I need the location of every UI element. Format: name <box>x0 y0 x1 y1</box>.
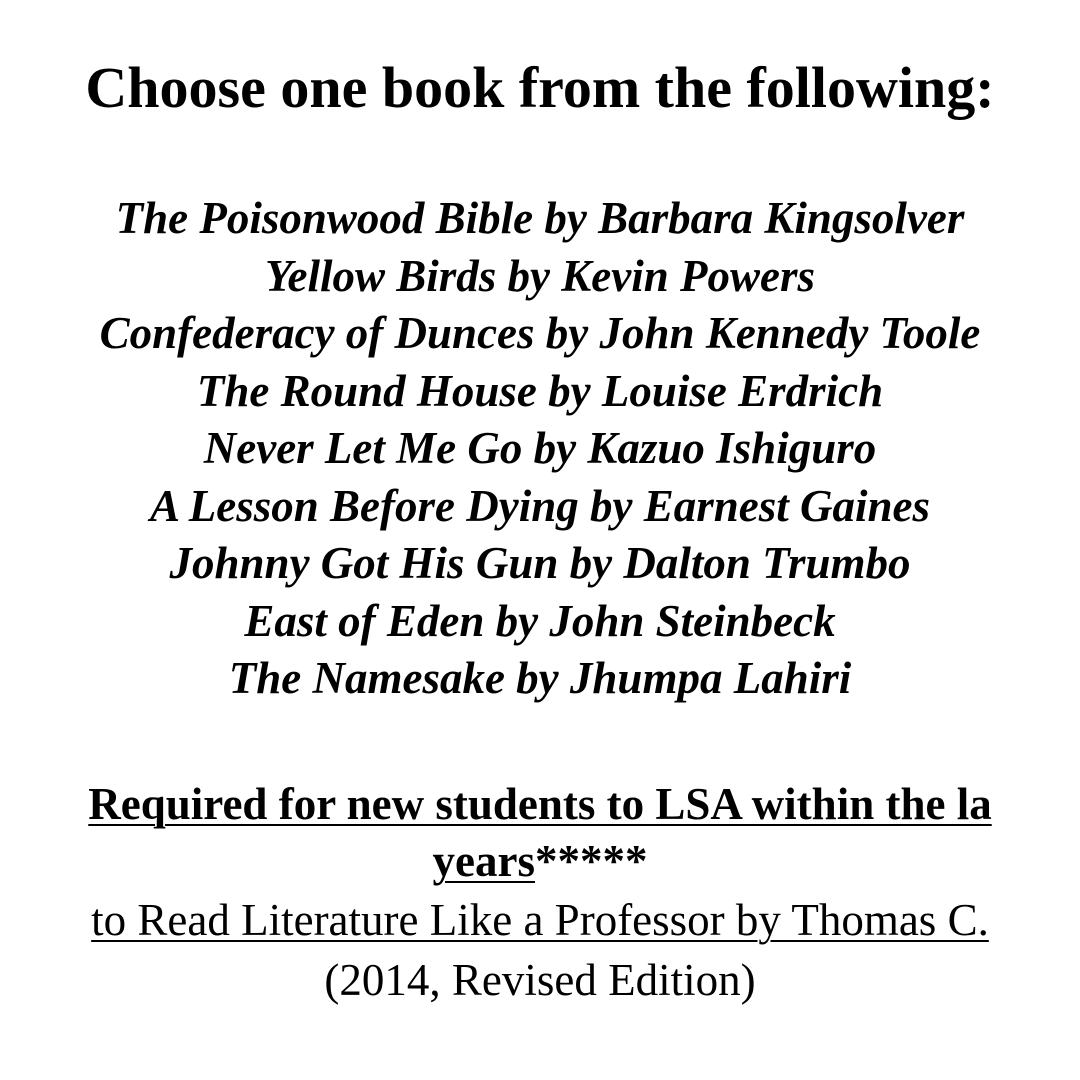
book-item: The Poisonwood Bible by Barbara Kingsolver <box>115 193 965 243</box>
book-item: The Namesake by Jhumpa Lahiri <box>228 653 852 703</box>
required-notice-asterisks: ***** <box>534 836 648 886</box>
required-book-title: to Read Literature Like a Professor by Thomas C. <box>91 895 989 945</box>
book-item: Johnny Got His Gun by Dalton Trumbo <box>169 538 911 588</box>
required-notice-years: years <box>432 836 535 886</box>
required-notice-line <box>0 776 1080 833</box>
required-notice-continuation <box>0 833 1080 890</box>
book-item: Never Let Me Go by Kazuo Ishiguro <box>203 423 877 473</box>
book-item: The Round House by Louise Erdrich <box>196 365 884 416</box>
book-item: East of Eden by John Steinbeck <box>244 595 836 646</box>
book-list <box>0 190 1080 708</box>
book-item: Yellow Birds by Kevin Powers <box>265 250 815 301</box>
required-book-edition: (2014, Revised Edition) <box>324 955 756 1005</box>
required-book-title-line <box>0 890 1080 950</box>
required-reading-section <box>0 776 1080 1010</box>
page-heading: Choose one book from the following: <box>85 55 995 120</box>
book-item: Confederacy of Dunces by John Kennedy Toole <box>99 308 981 358</box>
book-item: A Lesson Before Dying by Earnest Gaines <box>149 480 931 531</box>
required-notice-text: Required for new students to LSA within the la <box>88 779 992 829</box>
